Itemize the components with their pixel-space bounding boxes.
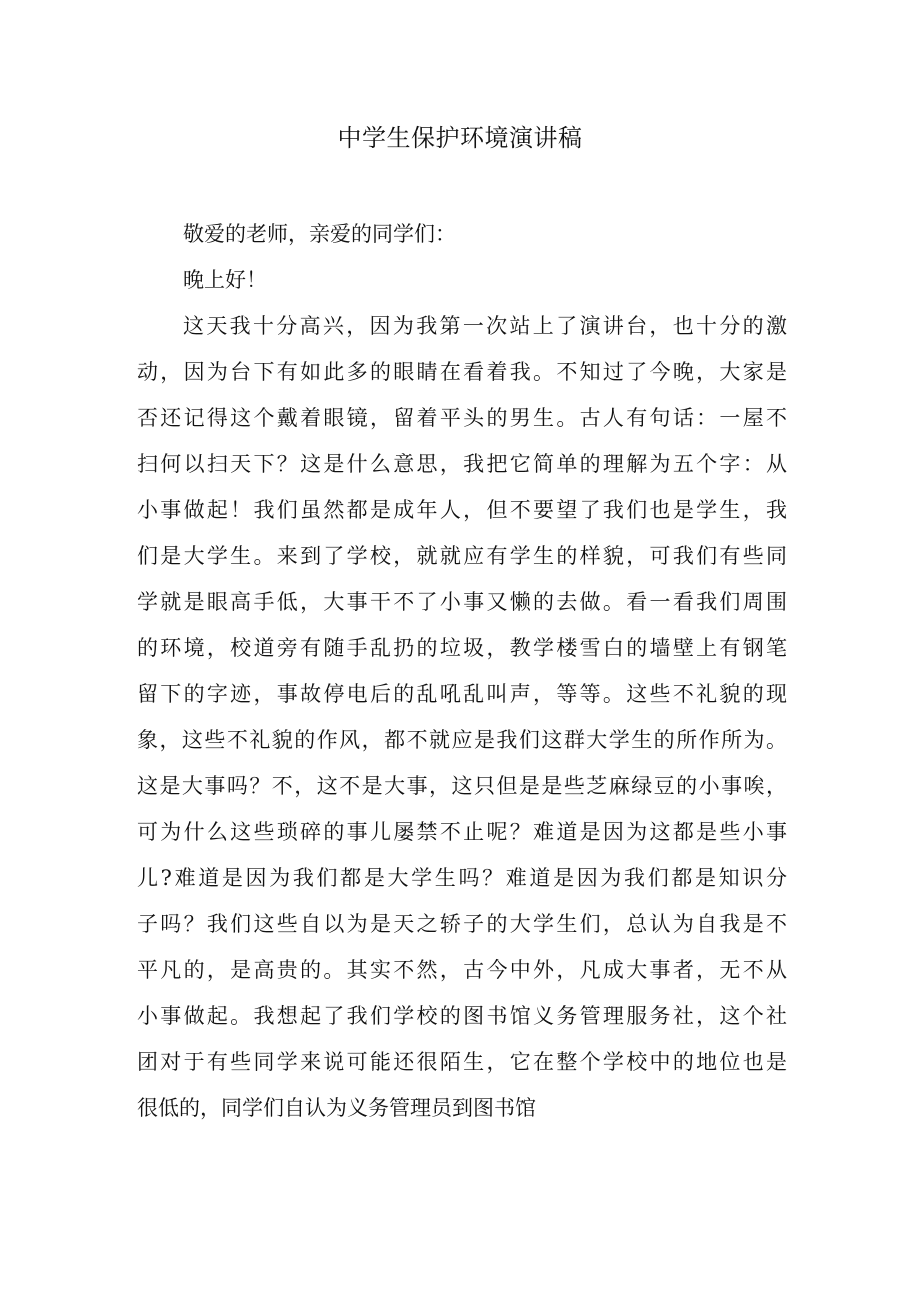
paragraph-line: 学就是眼高手低，大事干不了小事又懒的去做。看一看我们周围 bbox=[137, 590, 787, 614]
paragraph-line: 可为什么这些琐碎的事儿屡禁不止呢？难道是因为这都是些小事 bbox=[137, 820, 787, 844]
paragraph-line: 们是大学生。来到了学校，就就应有学生的样貌，可我们有些同 bbox=[137, 544, 787, 568]
paragraph-line: 动，因为台下有如此多的眼睛在看着我。不知过了今晚，大家是 bbox=[137, 360, 787, 384]
paragraph-line: 象，这些不礼貌的作风，都不就应是我们这群大学生的所作所为。 bbox=[137, 728, 787, 752]
paragraph-line: 这是大事吗？不，这不是大事，这只但是是些芝麻绿豆的小事唉， bbox=[137, 774, 787, 798]
paragraph-line: 子吗？我们这些自以为是天之轿子的大学生们，总认为自我是不 bbox=[137, 912, 787, 936]
document-title: 中学生保护环境演讲稿 bbox=[337, 124, 583, 152]
salutation-line: 敬爱的老师，亲爱的同学们： bbox=[183, 222, 456, 246]
greeting-line: 晚上好！ bbox=[183, 268, 267, 292]
paragraph-line: 儿?难道是因为我们都是大学生吗？难道是因为我们都是知识分 bbox=[137, 866, 787, 890]
paragraph-line: 这天我十分高兴，因为我第一次站上了演讲台，也十分的激 bbox=[183, 314, 787, 338]
paragraph-line: 团对于有些同学来说可能还很陌生，它在整个学校中的地位也是 bbox=[137, 1050, 787, 1074]
paragraph-line: 留下的字迹，事故停电后的乱吼乱叫声，等等。这些不礼貌的现 bbox=[137, 682, 787, 706]
paragraph-line: 平凡的，是高贵的。其实不然，古今中外，凡成大事者，无不从 bbox=[137, 958, 787, 982]
paragraph-line: 否还记得这个戴着眼镜，留着平头的男生。古人有句话：一屋不 bbox=[137, 406, 787, 430]
paragraph-line: 的环境，校道旁有随手乱扔的垃圾，教学楼雪白的墙壁上有钢笔 bbox=[137, 636, 787, 660]
document-body bbox=[137, 211, 787, 1131]
paragraph-line: 小事做起。我想起了我们学校的图书馆义务管理服务社，这个社 bbox=[137, 1004, 787, 1028]
paragraph-line: 小事做起！我们虽然都是成年人，但不要望了我们也是学生，我 bbox=[137, 498, 787, 522]
paragraph-line: 扫何以扫天下？这是什么意思，我把它简单的理解为五个字：从 bbox=[137, 452, 787, 476]
paragraph-line: 很低的，同学们自认为义务管理员到图书馆 bbox=[137, 1096, 536, 1120]
